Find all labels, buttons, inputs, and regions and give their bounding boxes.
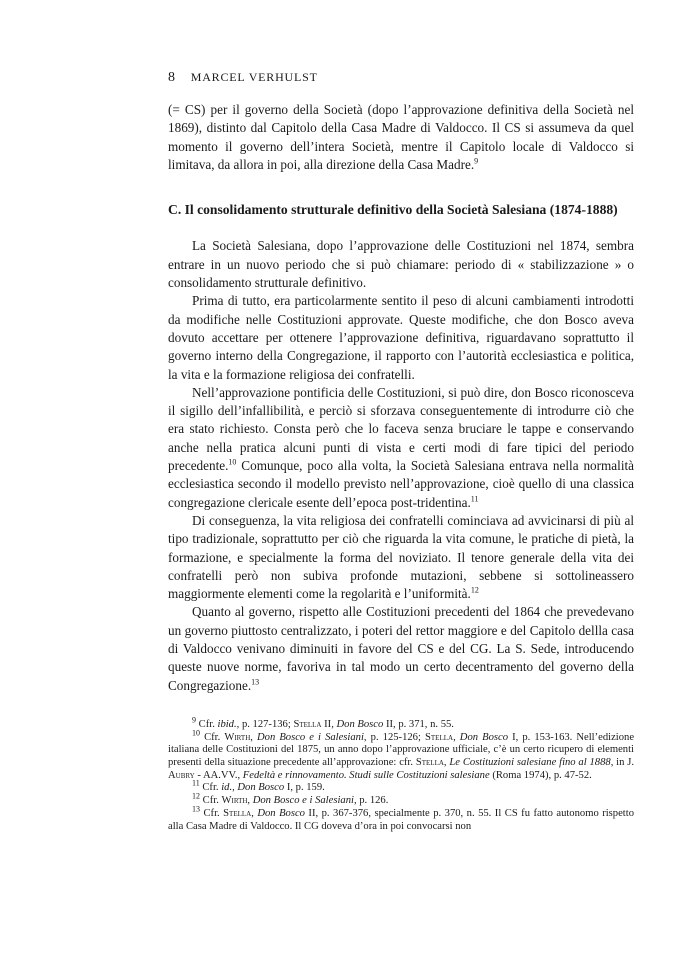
paragraph-text: La Società Salesiana, dopo l’approvazione delle Costituzioni nel 1874, sembra entrare in un nuovo periodo che si può chiamare: periodo di « stabilizzazione » o consolidamento strutturale definitivo. xyxy=(168,238,634,291)
footnote-number: 11 xyxy=(192,778,200,788)
footnote-text: , xyxy=(443,757,450,769)
paragraph-text: Di conseguenza, la vita religiosa dei confratelli cominciava ad avvicinarsi di più al tipo tradizionale, soprattutto per ciò che riguarda la vita comune, le pratiche di pietà, la formazione, e specialmente la forma del noviziato. Il tenore generale della vita dei confratelli però non subiva profonde mutazioni, sebbene si sottolineassero maggiormente elementi come la regolarità e l’uniformità. xyxy=(168,512,634,602)
footnote-text: Wirth xyxy=(224,731,251,743)
footnote-text: Wirth xyxy=(221,795,248,807)
footnote-text: Stella xyxy=(293,718,322,730)
page-number: 8 xyxy=(168,70,176,85)
paragraph xyxy=(168,292,634,383)
footnote-text: II, p. 367-376, specialmente p. 370, n. 55. Il CS fu fatto autonomo rispetto alla Casa Madre di Valdocco. Il CG doveva d’ora in poi convocarsi non xyxy=(168,807,634,832)
footnote-text: , p. 127-136; xyxy=(236,718,294,730)
footnote-text: II, p. 371, n. 55. xyxy=(383,718,454,730)
footnote xyxy=(168,791,634,808)
footnote-text: Stella xyxy=(425,731,454,743)
footnote-text: Cfr. xyxy=(203,807,224,819)
footnote-ref: 9 xyxy=(474,156,479,166)
footnote-number: 13 xyxy=(192,804,200,814)
footnote-text: , in J. xyxy=(610,757,635,769)
footnote-ref: 11 xyxy=(470,494,479,504)
footnote-text: Cfr. xyxy=(204,731,225,743)
footnote-text: Le Costituzioni salesiane fino al 1888 xyxy=(449,757,611,769)
footnote-text: Don Bosco e i Salesiani xyxy=(252,795,354,807)
intro-paragraph-text: (= CS) per il governo della Società (dopo l’approvazione definitiva della Società nel 1869), distinto dal Capitolo della Casa Madre di Valdocco. Il CS si assumeva da quel momento il governo dell’intera Società, mentre il Capitolo locale di Valdocco si limitava, da allora in poi, alla direzione della Casa Madre. xyxy=(168,102,634,172)
footnote-ref: 13 xyxy=(251,677,260,687)
footnote-number: 10 xyxy=(192,728,200,738)
footnote-text: Don Bosco xyxy=(459,731,509,743)
footnote-text: Cfr. xyxy=(202,795,222,807)
paragraph xyxy=(168,237,634,292)
paragraph-text: Quanto al governo, rispetto alle Costituzioni precedenti del 1864 che prevedevano un governo piuttosto centralizzato, i poteri del rettor maggiore e del Capitolo dellla casa di Valdocco venivano diminuiti in favore del CS e del CG. La S. Sede, introducendo queste nuove norme, favoriva in tal modo un certo decentramento del governo della Congregazione. xyxy=(168,604,634,693)
footnotes xyxy=(168,715,635,833)
footnote-text: I, p. 159. xyxy=(284,782,325,794)
footnote xyxy=(168,804,634,833)
footnote-text: (Roma 1974), p. 47-52. xyxy=(489,769,592,781)
page xyxy=(168,70,634,833)
footnote-text: I, p. 153-163. Nell’edizione italiana delle Costituzioni del 1875, un anno dopo l’approvazione ufficiale, c’è un certo ricupero di elementi presenti della situazione precedente all’approvazione: cfr. xyxy=(168,731,635,769)
footnote-text: Don Bosco e i Salesiani xyxy=(257,731,364,743)
footnote-text: ibid. xyxy=(217,718,237,730)
footnote-text: id., Don Bosco xyxy=(221,782,285,794)
footnote-text: , xyxy=(453,731,460,743)
paragraph xyxy=(168,603,634,694)
footnote-text: , p. 126. xyxy=(353,795,389,807)
footnote-text: , xyxy=(247,795,253,807)
footnote xyxy=(168,778,634,795)
section-heading: C. Il consolidamento strutturale definitivo della Società Salesiana (1874-1888) xyxy=(168,202,618,218)
footnote-text: Cfr. xyxy=(202,782,222,794)
footnote-number: 12 xyxy=(192,791,200,801)
footnote-text: II, xyxy=(321,718,337,730)
paragraph-text: Prima di tutto, era particolarmente sentito il peso di alcuni cambiamenti introdotti da modifiche nelle Costituzioni approvate. Queste modifiche, che don Bosco aveva dovuto accettare per ottenere l’approvazione definitiva, riguardavano soprattutto il governo interno della Congregazione, il rapporto con l’autorità ecclesiastica e politica, la vita e la formazione religiosa dei confratelli. xyxy=(168,293,634,382)
footnote-ref: 12 xyxy=(470,585,479,595)
footnote-text: Don Bosco xyxy=(257,807,305,819)
footnote-text: , xyxy=(250,731,257,743)
intro-paragraph xyxy=(168,101,634,174)
paragraph-text: Nell’approvazione pontificia delle Costituzioni, si può dire, don Bosco riconosceva il sigillo dell’infallibilità, e perciò si sforzava conseguentemente di introdurre ciò che era stato richiesto. Consta però che lo faceva senza bruciare le tappe e conservando anche nella pratica alcuni punti di vista e certi modi di fare tipici del periodo precedente. xyxy=(168,384,634,474)
body-text xyxy=(168,101,634,695)
footnote-ref: 10 xyxy=(228,457,237,467)
footnote-text: Don Bosco xyxy=(336,718,384,730)
paragraph xyxy=(168,384,634,512)
footnote-text: Stella xyxy=(415,757,444,769)
running-head xyxy=(168,70,634,86)
footnote-text: Fedeltà e rinnovamento. Studi sulle Costituzioni salesiane xyxy=(242,769,490,781)
paragraph xyxy=(168,512,634,603)
footnote-number: 9 xyxy=(192,715,196,725)
footnote xyxy=(168,728,635,783)
footnote-text: - AA.VV., xyxy=(194,769,243,781)
footnote-text: Aubry xyxy=(168,769,195,781)
footnote-text: , p. 125-126; xyxy=(363,731,425,743)
running-head-author: MARCEL VERHULST xyxy=(190,70,318,84)
paragraph-text: Comunque, poco alla volta, la Società Salesiana entrava nella normalità ecclesiastica secondo il modello previsto nell’approvazione, cioè quello di una classica congregazione clericale esente dell’epoca post-tridentina. xyxy=(168,458,634,510)
footnote-text: Stella xyxy=(223,807,252,819)
footnote-text: , xyxy=(251,807,258,819)
footnote xyxy=(168,715,634,732)
footnote-text: Cfr. xyxy=(198,718,218,730)
